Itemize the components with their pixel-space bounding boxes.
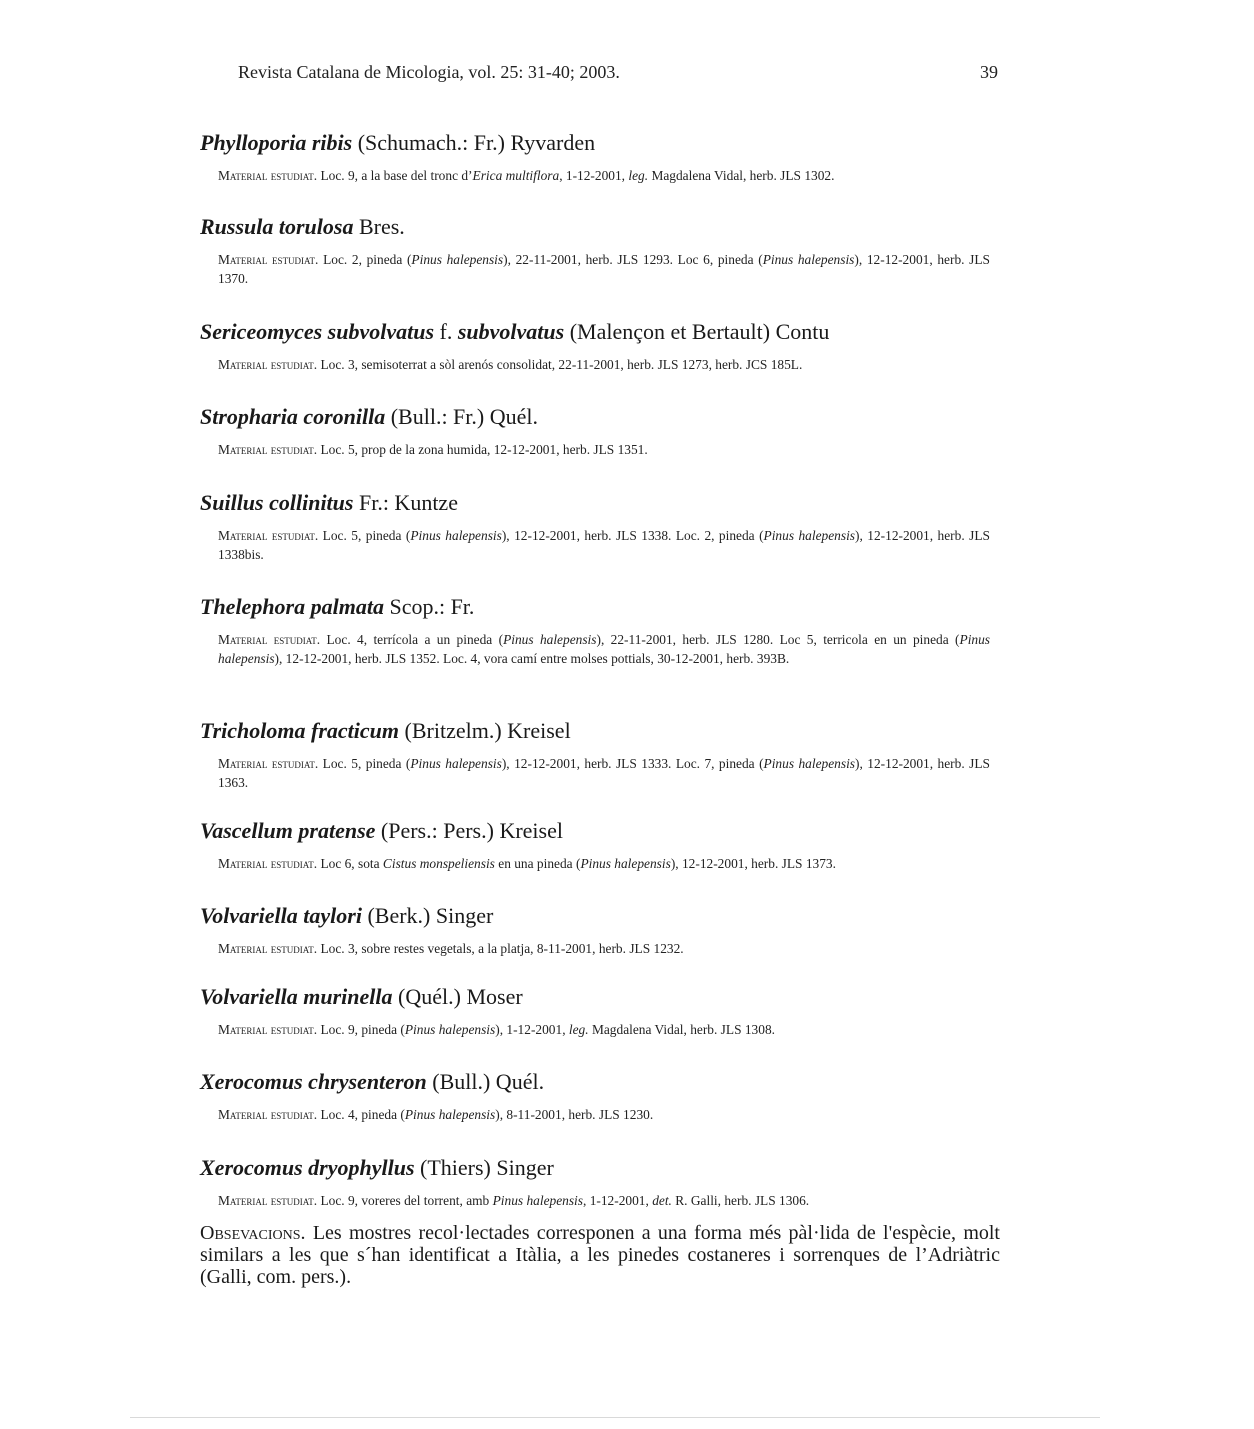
material-studied: Material estudiat. Loc. 3, semisoterrat a sòl arenós consolidat, 22-11-2001, herb. JLS 1273, herb. JCS 185L. [218, 357, 803, 372]
material-studied: Material estudiat. Loc. 5, pineda (Pinus halepensis), 12-12-2001, herb. JLS 1338. Loc. 2, pineda (Pinus halepensis), 12-12-2001, herb. JLS 1338bis. [218, 528, 990, 562]
species-name: Xerocomus dryophyllus [200, 1155, 415, 1180]
material-label: Material estudiat. [218, 528, 319, 543]
material-studied: Material estudiat. Loc. 9, pineda (Pinus halepensis), 1-12-2001, leg. Magdalena Vidal, herb. JLS 1308. [218, 1022, 775, 1037]
species-entry [200, 1069, 990, 1124]
species-heading [200, 818, 990, 844]
species-heading [200, 404, 990, 430]
species-heading [200, 130, 990, 156]
species-authority: (Malençon et Bertault) Contu [564, 319, 830, 344]
observations-text: Les mostres recol·lectades corresponen a una forma més pàl·lida de l'espècie, molt similars a les que s´han identificat a Itàlia, a les pinedes costaneres i sorrenques de l’Adriàtric (Galli, com. pers.). [200, 1222, 1000, 1288]
species-name: Volvariella murinella [200, 984, 393, 1009]
material-studied: Material estudiat. Loc 6, sota Cistus monspeliensis en una pineda (Pinus halepensis), 12-12-2001, herb. JLS 1373. [218, 856, 836, 871]
page-bottom-rule [130, 1417, 1100, 1418]
material-studied: Material estudiat. Loc. 2, pineda (Pinus halepensis), 22-11-2001, herb. JLS 1293. Loc 6, pineda (Pinus halepensis), 12-12-2001, herb. JLS 1370. [218, 252, 990, 286]
species-authority: (Britzelm.) Kreisel [399, 718, 571, 743]
species-heading [200, 594, 990, 620]
species-authority: (Thiers) Singer [414, 1155, 554, 1180]
species-heading [200, 718, 990, 744]
material-studied: Material estudiat. Loc. 5, pineda (Pinus halepensis), 12-12-2001, herb. JLS 1333. Loc. 7, pineda (Pinus halepensis), 12-12-2001, herb. JLS 1363. [218, 756, 990, 790]
species-authority: (Schumach.: Fr.) Ryvarden [352, 130, 596, 155]
species-entry [200, 214, 990, 288]
species-entry [200, 718, 990, 792]
journal-citation: Revista Catalana de Micologia, vol. 25: 31-40; 2003. [238, 62, 620, 82]
species-form: subvolvatus [457, 319, 565, 344]
material-studied: Material estudiat. Loc. 4, pineda (Pinus halepensis), 8-11-2001, herb. JLS 1230. [218, 1107, 654, 1122]
species-entry [200, 490, 990, 564]
material-studied: Material estudiat. Loc. 3, sobre restes vegetals, a la platja, 8-11-2001, herb. JLS 1232. [218, 941, 684, 956]
species-authority: (Bull.) Quél. [426, 1069, 545, 1094]
species-entry [200, 404, 990, 459]
species-name: Tricholoma fracticum [200, 718, 400, 743]
species-heading [200, 490, 990, 516]
species-heading [200, 1069, 990, 1095]
species-authority: (Bull.: Fr.) Quél. [385, 404, 538, 429]
observations-paragraph [200, 1222, 1000, 1288]
species-authority: Scop.: Fr. [383, 594, 475, 619]
species-entry [200, 984, 990, 1039]
species-heading [200, 903, 990, 929]
species-authority: (Quél.) Moser [392, 984, 523, 1009]
species-name: Sericeomyces subvolvatus [200, 319, 435, 344]
observations-label: Obsevacions. [200, 1222, 306, 1244]
species-heading [200, 214, 990, 240]
material-studied: Material estudiat. Loc. 5, prop de la zona humida, 12-12-2001, herb. JLS 1351. [218, 442, 648, 457]
species-name: Vascellum pratense [200, 818, 376, 843]
material-studied: Material estudiat. Loc. 4, terrícola a un pineda (Pinus halepensis), 22-11-2001, herb. JLS 1280. Loc 5, terricola en un pineda (Pinus halepensis), 12-12-2001, herb. JLS 1352. Loc. 4, vora camí entre molses pottials, 30-12-2001, herb. 393B. [218, 632, 991, 666]
material-label: Material estudiat. [218, 168, 318, 183]
species-heading: Sericeomyces subvolvatus f. subvolvatus (Malençon et Bertault) Contu [200, 319, 830, 344]
species-name: Xerocomus chrysenteron [200, 1069, 427, 1094]
species-entry [200, 903, 990, 958]
species-name: Stropharia coronilla [200, 404, 386, 429]
material-label: Material estudiat. [218, 856, 318, 871]
species-heading [200, 984, 990, 1010]
material-label: Material estudiat. [218, 252, 319, 267]
species-name: Thelephora palmata [200, 594, 384, 619]
species-authority: (Berk.) Singer [361, 903, 494, 928]
material-studied: Material estudiat. Loc. 9, a la base del tronc d’Erica multiflora, 1-12-2001, leg. Magdalena Vidal, herb. JLS 1302. [218, 168, 835, 183]
species-entry [200, 1155, 990, 1210]
material-label: Material estudiat. [218, 442, 318, 457]
material-label: Material estudiat. [218, 357, 318, 372]
species-authority: Bres. [353, 214, 405, 239]
material-studied: Material estudiat. Loc. 9, voreres del torrent, amb Pinus halepensis, 1-12-2001, det. R. Galli, herb. JLS 1306. [218, 1193, 810, 1208]
material-label: Material estudiat. [218, 1193, 318, 1208]
material-label: Material estudiat. [218, 756, 319, 771]
species-name: Phylloporia ribis [200, 130, 353, 155]
species-heading [200, 1155, 990, 1181]
species-name: Suillus collinitus [200, 490, 354, 515]
species-entry [200, 319, 990, 374]
material-label: Material estudiat. [218, 1022, 318, 1037]
material-label: Material estudiat. [218, 632, 321, 647]
species-name: Volvariella taylori [200, 903, 362, 928]
page-number: 39 [980, 62, 998, 82]
material-label: Material estudiat. [218, 941, 318, 956]
material-label: Material estudiat. [218, 1107, 318, 1122]
species-entry [200, 594, 990, 668]
species-authority: Fr.: Kuntze [353, 490, 458, 515]
species-name: Russula torulosa [200, 214, 354, 239]
species-entry [200, 130, 990, 185]
species-authority: (Pers.: Pers.) Kreisel [375, 818, 563, 843]
species-entry [200, 818, 990, 873]
